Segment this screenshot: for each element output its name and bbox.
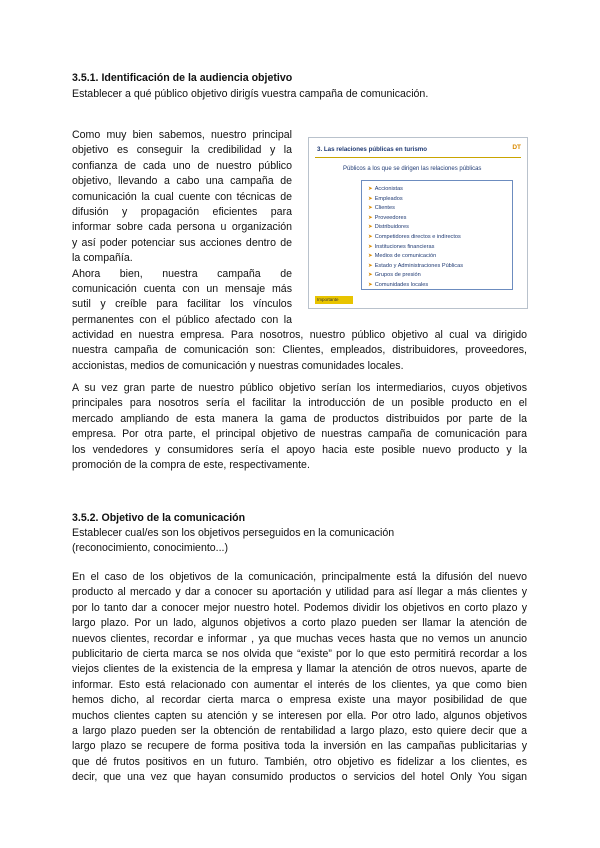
text-line: accionistas, medios de comunicación y nuestras comunidades locales.	[72, 359, 404, 372]
list-item: ➤ Estado y Administraciones Públicas	[368, 262, 463, 269]
text-line: Ahora bien, nuestra campaña de	[72, 267, 292, 280]
list-item: ➤ Comunidades locales	[368, 281, 429, 288]
text-line: En el caso de los objetivos de la comunicación, principalmente está la difusión del nuevo	[72, 571, 527, 583]
section-subtitle-objective: Establecer cual/es son los objetivos perseguidos en la comunicación	[72, 527, 395, 539]
slide-public-list	[362, 181, 512, 291]
text-line: comunicación cuenta con un mensaje más	[72, 282, 292, 295]
text-line: nuevos clientes, recordar e informar , ya que muchas veces hasta que no vemos un anuncio	[72, 632, 527, 645]
slide-public-list-box	[361, 180, 513, 290]
text-line: producto al mercado y dar a conocer su aportación y utilidad para así llegar a más clientes y	[72, 586, 527, 599]
paragraph-intermediaries	[72, 381, 527, 473]
section-heading-objective: 3.5.2. Objetivo de la comunicación	[72, 512, 246, 524]
text-line: largo plazo se recupere de forma positiva toda la inversión en las campañas publicitarias y	[72, 740, 527, 753]
arrow-bullet-icon: ➤	[368, 243, 373, 250]
slide-logo-badge: DT	[512, 144, 521, 151]
list-item: ➤ Clientes	[368, 205, 395, 212]
embedded-slide-figure	[308, 137, 528, 309]
list-item: ➤ Empleados	[368, 195, 403, 202]
arrow-bullet-icon: ➤	[368, 205, 373, 212]
list-item: ➤ Competidores directos e indirectos	[368, 233, 461, 240]
arrow-bullet-icon: ➤	[368, 262, 373, 269]
arrow-bullet-icon: ➤	[368, 195, 373, 202]
section-heading-audience: 3.5.1. Identificación de la audiencia objetivo	[72, 72, 293, 84]
slide-divider	[315, 157, 521, 158]
paragraph-objectives	[72, 570, 527, 785]
wrapped-paragraph	[72, 128, 292, 328]
list-item: ➤ Grupos de presión	[368, 272, 421, 279]
text-line: hemos dicho, al recordar cierta marca o empresa existe una mayor posibilidad de que	[72, 694, 527, 707]
slide-subtitle: Públicos a los que se dirigen las relaciones públicas	[343, 166, 482, 172]
text-line: mercado ampliando de esta manera la gama de productos distribuidos por parte de la	[72, 412, 527, 425]
slide-footer-tag: Importante	[315, 296, 353, 304]
text-line: promoción de la compra de este, respectivamente.	[72, 458, 310, 471]
list-item: ➤ Instituciones financieras	[368, 243, 435, 250]
text-line: que dé frutos positivos en un futuro. También, otro objetivo es fidelizar a los clientes, es	[72, 755, 527, 768]
section-subtitle-objective-note: (reconocimiento, conocimiento...)	[72, 542, 229, 554]
arrow-bullet-icon: ➤	[368, 214, 373, 221]
text-line: y así poder potenciar sus acciones dentro de	[72, 236, 292, 249]
text-line: objetivo, llevando a cabo una campaña de	[72, 175, 292, 188]
text-line: difusión y propagación eficientes para	[72, 205, 292, 218]
text-line: actividad en nuestra empresa. Para nosotros, nuestro público objetivo al cual va dirigido	[72, 329, 527, 341]
text-line: los vendedores y consumidores sería el apoyo hacia este posible nuevo producto y la	[72, 443, 527, 456]
arrow-bullet-icon: ➤	[368, 253, 373, 260]
text-line: comunicación la cual cuente con técnicas de	[72, 190, 292, 203]
section-subtitle-audience: Establecer a qué público objetivo dirigís vuestra campaña de comunicación.	[72, 88, 429, 100]
arrow-bullet-icon: ➤	[368, 281, 373, 288]
text-line: objetivo es conseguir la credibilidad y la	[72, 144, 292, 157]
list-item: ➤ Accionistas	[368, 186, 403, 192]
text-line: a largo plazo pueden ser la obtención de rentabilidad a largo plazo, esto quiere decir que a	[72, 724, 527, 737]
text-line: muchos clientes capten su atención y se interesen por ella. Por otro lado, algunos objetivos	[72, 709, 527, 722]
text-line: informar. Esto está relacionado con aumentar el interés de los clientes, ya que como bien	[72, 678, 527, 691]
text-line: largo plazo. Por un lado, algunos objetivos a corto plazo pueden ser llamar la atención de	[72, 617, 527, 630]
text-line: publicitario de cierta marca se nos olvida que “existe” por lo que esto permitirá recordar a los	[72, 647, 527, 660]
text-line: viejos clientes de la existencia de la empresa y llamar la atención de otros nuevos, aparte de	[72, 663, 527, 676]
text-line: A su vez gran parte de nuestro público objetivo serían los intermediarios, cuyos objetivos	[72, 382, 527, 394]
text-line: decir, que una vez que hayan consumido productos o servicios del hotel Only You sigan	[72, 771, 527, 784]
arrow-bullet-icon: ➤	[368, 186, 373, 192]
list-item: ➤ Medios de comunicación	[368, 253, 437, 260]
arrow-bullet-icon: ➤	[368, 272, 373, 279]
text-line: empresa. Por otra parte, el principal objetivo de nuestras campaña de comunicación para	[72, 428, 527, 441]
text-line: confianza de cada uno de nuestro público	[72, 159, 292, 172]
text-line: Como muy bien sabemos, nuestro principal	[72, 129, 292, 141]
paragraph-continuation	[72, 328, 527, 374]
text-line: sutil y creíble para facilitar los vínculos	[72, 298, 292, 311]
text-line: nuestra campaña de comunicación son: Clientes, empleados, distribuidores, proveedores,	[72, 344, 527, 357]
text-line: informar sobre cada persona u organización	[72, 221, 292, 234]
list-item: ➤ Distribuidores	[368, 224, 409, 231]
arrow-bullet-icon: ➤	[368, 224, 373, 231]
text-line: permanentes con el público afectado con la	[72, 313, 292, 326]
text-line: por lo tanto dar a conocer mejor nuestro hotel. Podemos dividir los objetivos en corto plazo y	[72, 601, 527, 614]
arrow-bullet-icon: ➤	[368, 233, 373, 240]
slide-title: 3. Las relaciones públicas en turismo	[317, 146, 428, 153]
text-line: principales para nosotros sería el facilitar la introducción de un posible producto en el	[72, 397, 527, 410]
list-item: ➤ Proveedores	[368, 214, 407, 221]
text-line: la compañía.	[72, 252, 133, 265]
